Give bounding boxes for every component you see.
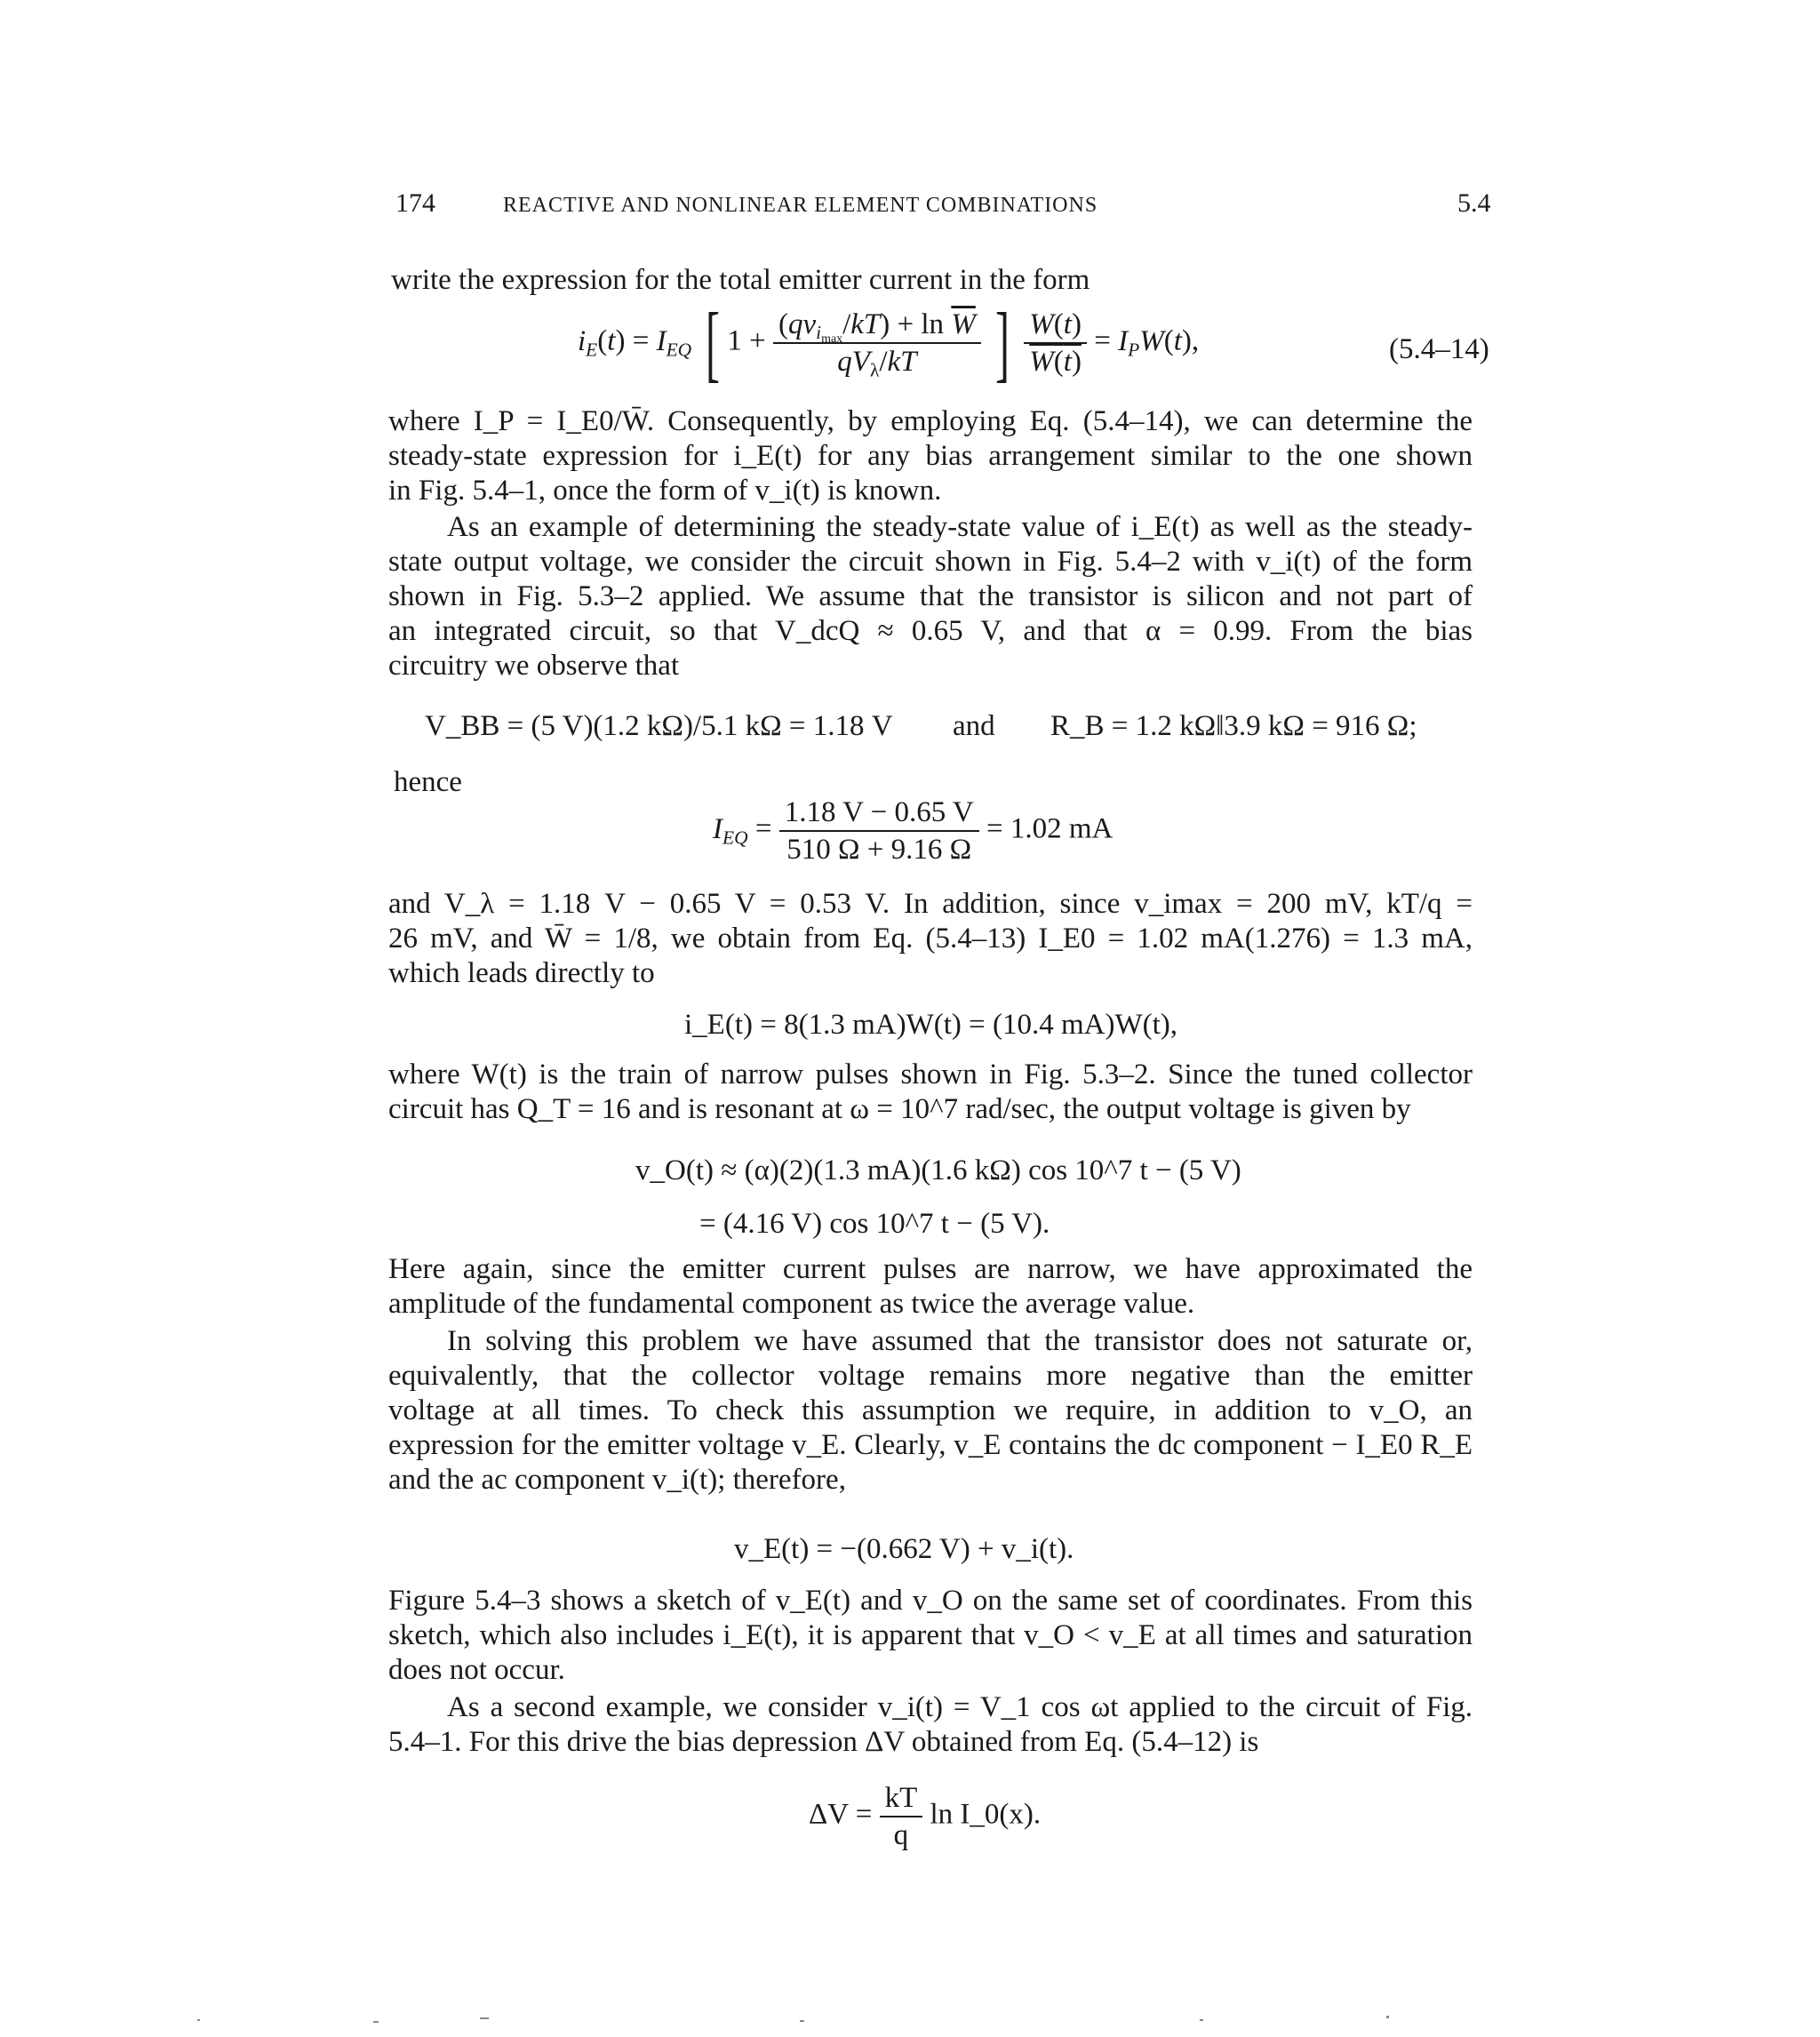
text-line: amplitude of the fundamental component as twice the average value. <box>388 1288 1195 1320</box>
text-line: As a second example, we consider v_i(t) = V_1 cos ωt applied to the circuit of Fig. <box>447 1691 1473 1723</box>
equation-and: and <box>953 710 995 742</box>
text-line: which leads directly to <box>388 957 655 989</box>
equation-delta-v <box>809 1780 1041 1853</box>
text-line: expression for the emitter voltage v_E. Clearly, v_E contains the dc component − I_E0 R_E <box>388 1429 1473 1461</box>
page-number: 174 <box>395 188 435 218</box>
delta-v-numerator: kT <box>884 1782 918 1814</box>
text-line: As an example of determining the steady-state value of i_E(t) as well as the steady- <box>447 511 1473 543</box>
section-number: 5.4 <box>1457 188 1491 218</box>
scan-speck <box>1200 2019 1203 2021</box>
text-line: circuit has Q_T = 16 and is resonant at ω = 10^7 rad/sec, the output voltage is given by <box>388 1093 1411 1125</box>
equation-vo-1: v_O(t) ≈ (α)(2)(1.3 mA)(1.6 kΩ) cos 10^7 t − (5 V) <box>635 1154 1241 1186</box>
text-line: and the ac component v_i(t); therefore, <box>388 1464 846 1496</box>
paragraph-5 <box>388 1252 1473 1322</box>
paragraph-7 <box>388 1584 1473 1688</box>
text-line: an integrated circuit, so that V_dcQ ≈ 0.65 V, and that α = 0.99. From the bias <box>388 615 1473 647</box>
text-line: state output voltage, we consider the circuit shown in Fig. 5.4–2 with v_i(t) of the form <box>388 546 1473 578</box>
text-line: steady-state expression for i_E(t) for any bias arrangement similar to the one shown <box>388 440 1473 472</box>
equation-ve: v_E(t) = −(0.662 V) + v_i(t). <box>734 1533 1074 1565</box>
delta-v-lhs: ΔV = <box>809 1798 873 1831</box>
text-line: circuitry we observe that <box>388 650 680 682</box>
text-line: and V_λ = 1.18 V − 0.65 V = 0.53 V. In addition, since v_imax = 200 mV, kT/q = <box>388 888 1473 920</box>
paragraph-3 <box>388 887 1473 991</box>
hence-word: hence <box>394 766 462 798</box>
text-line: in Fig. 5.4–1, once the form of v_i(t) is known. <box>388 475 942 507</box>
text-line: shown in Fig. 5.3–2 applied. We assume that the transistor is silicon and not part of <box>388 580 1473 612</box>
delta-v-rhs: ln I_0(x). <box>930 1798 1042 1831</box>
equation-rb: R_B = 1.2 kΩ‖3.9 kΩ = 916 Ω; <box>1050 710 1417 742</box>
ieq-result: = 1.02 mA <box>986 812 1114 845</box>
ieq-numerator: 1.18 V − 0.65 V <box>784 796 974 828</box>
text-line: voltage at all times. To check this assumption we require, in addition to v_O, an <box>388 1394 1473 1426</box>
scan-speck <box>1386 2016 1389 2018</box>
equation-ie: i_E(t) = 8(1.3 mA)W(t) = (10.4 mA)W(t), <box>684 1009 1177 1041</box>
text-line: where I_P = I_E0/W̄. Consequently, by employing Eq. (5.4–14), we can determine the <box>388 405 1473 437</box>
paragraph-8 <box>388 1690 1473 1760</box>
paragraph-2 <box>388 510 1473 683</box>
equation-ieq: $I_{EQ}$ = $\frac{1.18 V - 0.65 V}{510 \Omega + 9.16 \Omega}$ = 1.02 mA <box>713 796 1114 866</box>
paragraph-1 <box>388 404 1473 508</box>
ieq-denominator: 510 Ω + 9.16 Ω <box>779 830 979 867</box>
text-line: 5.4–1. For this drive the bias depression ΔV obtained from Eq. (5.4–12) is <box>388 1726 1259 1758</box>
text-line: sketch, which also includes i_E(t), it is apparent that v_O < v_E at all times and saturation <box>388 1619 1473 1651</box>
equation-number: (5.4–14) <box>1389 333 1489 365</box>
equation-vbb: V_BB = (5 V)(1.2 kΩ)/5.1 kΩ = 1.18 V <box>425 710 893 742</box>
text-line: In solving this problem we have assumed that the transistor does not saturate or, <box>447 1325 1473 1357</box>
delta-v-denominator: q <box>880 1816 923 1853</box>
intro-line: write the expression for the total emitter current in the form <box>391 264 1090 296</box>
running-title: REACTIVE AND NONLINEAR ELEMENT COMBINATIONS <box>503 194 1098 217</box>
text-line: Figure 5.4–3 shows a sketch of v_E(t) and v_O on the same set of coordinates. From this <box>388 1585 1473 1617</box>
scan-speck <box>373 2021 379 2023</box>
text-line: equivalently, that the collector voltage remains more negative than the emitter <box>388 1360 1473 1392</box>
equation-5-4-14: $i_E(t) = I_{EQ}$ [ 1 + $\frac{(qv_{i_{max}}/kT) + \ln \overline{W}}{qV_\lambda/kT}$ ] $\frac{W(t)}{W(t)}$ = $I_PW(t)$, <box>578 295 1200 390</box>
text-line: does not occur. <box>388 1654 565 1686</box>
scan-speck <box>197 2019 200 2021</box>
scan-speck <box>800 2020 804 2022</box>
text-line: where W(t) is the train of narrow pulses shown in Fig. 5.3–2. Since the tuned collector <box>388 1058 1473 1090</box>
paragraph-4 <box>388 1058 1473 1127</box>
scan-speck <box>480 2017 489 2019</box>
text-line: Here again, since the emitter current pulses are narrow, we have approximated the <box>388 1253 1473 1285</box>
text-line: 26 mV, and W̄ = 1/8, we obtain from Eq. (5.4–13) I_E0 = 1.02 mA(1.276) = 1.3 mA, <box>388 923 1473 955</box>
paragraph-6 <box>388 1324 1473 1498</box>
equation-vo-2: = (4.16 V) cos 10^7 t − (5 V). <box>699 1208 1050 1240</box>
